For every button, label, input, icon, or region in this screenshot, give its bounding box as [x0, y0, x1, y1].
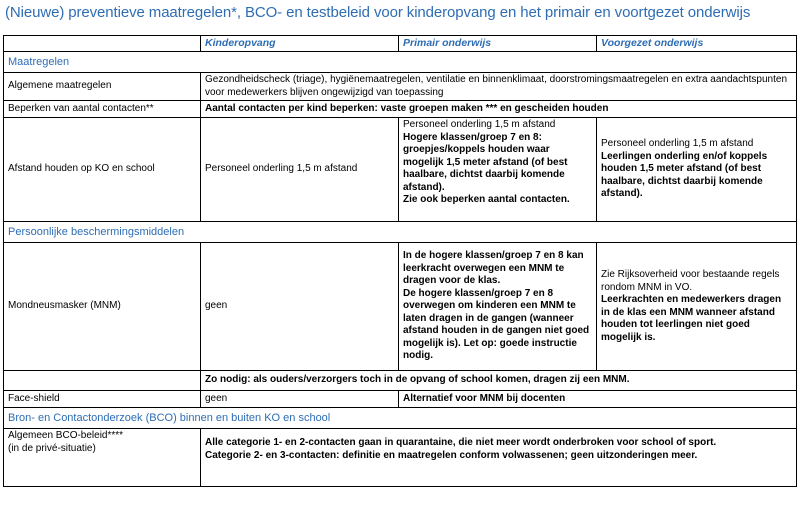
column-header-row — [4, 36, 797, 52]
column-header-kinderopvang: Kinderopvang — [201, 36, 399, 52]
mnm-voortgezet-line-2: Leerkrachten en medewerkers dragen in de klas een MNM wanneer afstand houden tot leerlingen niet goed mogelijk is. — [601, 294, 782, 343]
afstand-voortgezet-line-2: Leerlingen onderling en/of koppels houden 1,5 meter afstand (of best haalbare, dichtst daarbij komende afstand). — [601, 150, 768, 200]
table-row-algemene-maatregelen — [4, 73, 797, 101]
row-label-face-shield: Face-shield — [4, 391, 201, 408]
bco-beleid-text — [201, 429, 797, 487]
table-row-zo-nodig — [4, 371, 797, 391]
table-row-face-shield — [4, 391, 797, 408]
face-shield-text: Alternatief voor MNM bij docenten — [399, 391, 797, 408]
row-label-afstand-houden: Afstand houden op KO en school — [4, 118, 201, 222]
measures-table — [3, 35, 797, 487]
afstand-primair-line-2: Hogere klassen/groep 7 en 8: groepjes/koppels houden waar mogelijk 1,5 meter afstand (of best haalbare, dichtst daarbij komende afstand). — [403, 131, 568, 193]
bco-text-line-2: Categorie 2- en 3-contacten: definitie en maatregelen conform volwassenen; geen uitzonderingen meer. — [205, 449, 698, 461]
table-row-afstand-houden — [4, 118, 797, 222]
section-row-pbm — [4, 222, 797, 243]
section-row-maatregelen — [4, 52, 797, 73]
afstand-primair-line-1: Personeel onderling 1,5 m afstand — [403, 119, 556, 130]
column-header-primair: Primair onderwijs — [399, 36, 597, 52]
mnm-voortgezet-line-1: Zie Rijksoverheid voor bestaande regels rondom MNM in VO. — [601, 269, 780, 293]
table-row-bco-beleid — [4, 429, 797, 487]
zo-nodig-text: Zo nodig: als ouders/verzorgers toch in de opvang of school komen, dragen zij een MNM. — [201, 371, 797, 391]
section-heading-maatregelen: Maatregelen — [4, 52, 797, 73]
section-heading-bco: Bron- en Contactonderzoek (BCO) binnen en buiten KO en school — [4, 408, 797, 429]
afstand-primair — [399, 118, 597, 222]
mnm-primair-line-1: In de hogere klassen/groep 7 en 8 kan leerkracht overwegen een MNM te dragen voor de klas. — [403, 250, 584, 287]
afstand-primair-line-3: Zie ook beperken aantal contacten. — [403, 194, 570, 205]
zo-nodig-empty-cell — [4, 371, 201, 391]
bco-text-line-1: Alle categorie 1- en 2-contacten gaan in quarantaine, die niet meer wordt onderbroken voor school of sport. — [205, 437, 717, 448]
row-label-beperken-contacten: Beperken van aantal contacten** — [4, 101, 201, 118]
bco-label-line-1: Algemeen BCO-beleid**** — [8, 430, 124, 441]
row-label-algemene-maatregelen: Algemene maatregelen — [4, 73, 201, 101]
row-label-bco-beleid — [4, 429, 201, 487]
algemene-maatregelen-text: Gezondheidscheck (triage), hygiënemaatregelen, ventilatie en binnenklimaat, doorstromingsmaatregelen en extra aandachtspunten voor medewerkers blijven ongewijzigd van toepassing — [201, 73, 797, 101]
face-shield-kinderopvang: geen — [201, 391, 399, 408]
table-row-beperken-contacten — [4, 101, 797, 118]
header-empty-cell — [4, 36, 201, 52]
beperken-contacten-text: Aantal contacten per kind beperken: vaste groepen maken *** en gescheiden houden — [201, 101, 797, 118]
table-row-mondneusmasker — [4, 243, 797, 371]
mnm-primair-line-2: De hogere klassen/groep 7 en 8 overwegen om kinderen een MNM te laten dragen in de gangen (wanneer afstand houden in de gangen niet goed mogelijk is). Let op: goede instructie nodig. — [403, 287, 590, 362]
row-label-mondneusmasker: Mondneusmasker (MNM) — [4, 243, 201, 371]
mnm-voortgezet — [597, 243, 797, 371]
section-row-bco — [4, 408, 797, 429]
column-header-voortgezet: Voorgezet onderwijs — [597, 36, 797, 52]
afstand-kinderopvang: Personeel onderling 1,5 m afstand — [201, 118, 399, 222]
bco-label-line-2: (in de privé-situatie) — [8, 442, 96, 454]
mnm-primair — [399, 243, 597, 371]
afstand-voortgezet-line-1: Personeel onderling 1,5 m afstand — [601, 138, 754, 150]
page-title: (Nieuwe) preventieve maatregelen*, BCO- en testbeleid voor kinderopvang en het primair en voortgezet onderwijs — [5, 4, 751, 21]
afstand-voortgezet — [597, 118, 797, 222]
section-heading-pbm: Persoonlijke beschermingsmiddelen — [4, 222, 797, 243]
mnm-kinderopvang: geen — [201, 243, 399, 371]
